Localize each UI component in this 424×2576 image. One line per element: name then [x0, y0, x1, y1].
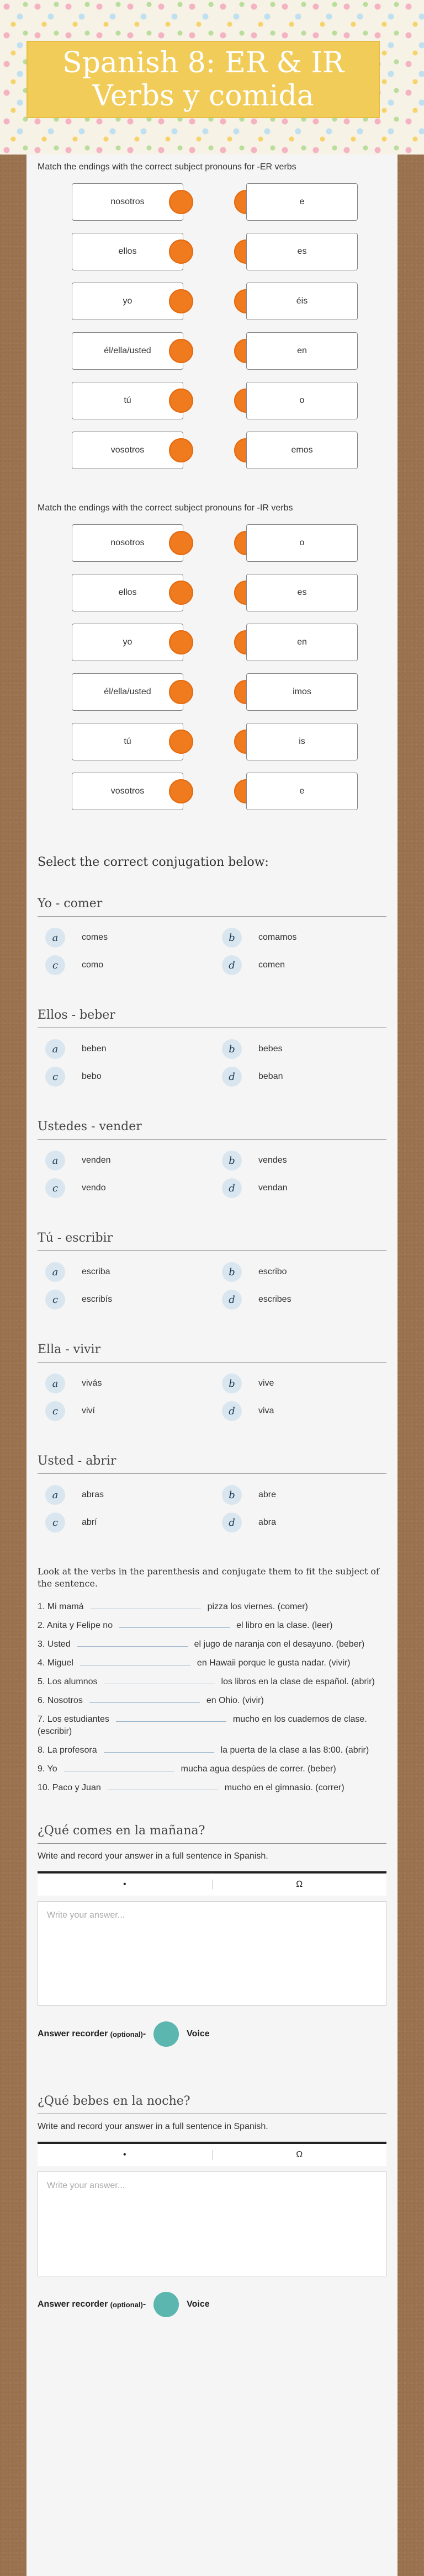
sentence-end: el libro en la clase. (leer) — [236, 1621, 333, 1630]
option-letter: d — [222, 955, 242, 975]
mc-option-b[interactable] — [222, 928, 388, 948]
sentence-start: 8. La profesora — [38, 1745, 97, 1755]
mc-option-b[interactable] — [222, 1485, 388, 1505]
mc-option-c[interactable] — [45, 1513, 222, 1532]
ir-left-dot[interactable] — [169, 630, 193, 654]
mc-question — [38, 1231, 386, 1310]
er-left-item[interactable]: vosotros — [72, 432, 183, 469]
editor-toolbar — [38, 2142, 386, 2166]
blank-input[interactable] — [91, 1601, 201, 1609]
sentence-start: 1. Mi mamá — [38, 1602, 84, 1611]
mc-option-d[interactable] — [222, 1290, 388, 1310]
header-banner — [0, 0, 424, 155]
option-letter: d — [222, 1513, 242, 1532]
answer-textarea[interactable]: Write your answer... — [38, 2171, 386, 2276]
ir-left-item[interactable]: ellos — [72, 574, 183, 611]
mc-option-d[interactable] — [222, 1401, 388, 1421]
option-letter: d — [222, 1401, 242, 1421]
ir-left-dot[interactable] — [169, 531, 193, 555]
er-left-item[interactable]: nosotros — [72, 183, 183, 221]
er-left-dot[interactable] — [169, 289, 193, 313]
option-letter: c — [45, 1178, 65, 1198]
blank-input[interactable] — [80, 1657, 190, 1665]
ir-left-dot[interactable] — [169, 581, 193, 605]
option-letter: c — [45, 1290, 65, 1310]
mc-question — [38, 897, 386, 975]
sentence-end: mucho en el gimnasio. (correr) — [224, 1783, 344, 1792]
option-text: abra — [258, 1518, 277, 1527]
recorder-dash: - — [142, 2300, 146, 2309]
ir-left-item[interactable]: yo — [72, 624, 183, 661]
sentence-end: en Hawaii porque le gusta nadar. (vivir) — [197, 1658, 351, 1668]
ir-right-item[interactable]: en — [246, 624, 358, 661]
option-text: abrí — [82, 1518, 97, 1527]
option-text: comamos — [258, 933, 297, 942]
er-left-dot[interactable] — [169, 438, 193, 462]
option-text: bebes — [258, 1044, 283, 1053]
open-question — [38, 2094, 386, 2317]
editor-toolbar — [38, 1871, 386, 1896]
mc-option-c[interactable] — [45, 1401, 222, 1421]
answer-recorder — [38, 2292, 386, 2317]
ir-left-dot[interactable] — [169, 680, 193, 704]
open-question-instruction: Write and record your answer in a full sentence in Spanish. — [38, 2122, 268, 2131]
er-left-dot[interactable] — [169, 339, 193, 363]
option-letter: b — [222, 1039, 242, 1059]
option-letter: a — [45, 1262, 65, 1282]
option-letter: b — [222, 1151, 242, 1170]
option-letter: c — [45, 1401, 65, 1421]
ir-right-item[interactable]: es — [246, 574, 358, 611]
sentence-start: 2. Anita y Felipe no — [38, 1621, 113, 1630]
mc-option-b[interactable] — [222, 1374, 388, 1393]
ir-left-item[interactable]: nosotros — [72, 524, 183, 562]
recorder-dash: - — [142, 2029, 146, 2039]
option-text: beben — [82, 1044, 107, 1053]
sentence-start: 10. Paco y Juan — [38, 1783, 101, 1792]
blank-input[interactable] — [116, 1713, 226, 1722]
option-text: beban — [258, 1072, 283, 1081]
option-text: viví — [82, 1406, 95, 1415]
conjugation-heading: Select the correct conjugation below: — [38, 855, 269, 869]
mc-option-b[interactable] — [222, 1262, 388, 1282]
blank-input[interactable] — [104, 1676, 215, 1684]
er-right-item[interactable]: en — [246, 332, 358, 370]
mc-question — [38, 1343, 386, 1421]
recorder-label: Answer recorder — [38, 2300, 108, 2309]
er-right-item[interactable]: e — [246, 183, 358, 221]
blank-input[interactable] — [77, 1638, 188, 1647]
open-question-instruction: Write and record your answer in a full sentence in Spanish. — [38, 1851, 268, 1861]
mc-question-title: Usted - abrir — [38, 1454, 386, 1474]
option-text: abre — [258, 1490, 277, 1499]
blank-input[interactable] — [108, 1782, 218, 1790]
sentence-end: mucha agua despúes de correr. (beber) — [181, 1764, 336, 1774]
option-letter: d — [222, 1290, 242, 1310]
sentence-end: mucho en los cuadernos de clase. (escribir) — [38, 1715, 367, 1736]
er-left-item[interactable]: ellos — [72, 233, 183, 270]
mc-option-c[interactable] — [45, 1290, 222, 1310]
recorder-optional: (optional) — [110, 2030, 143, 2039]
mc-option-a[interactable] — [45, 1151, 222, 1170]
option-text: comes — [82, 933, 108, 942]
option-letter: b — [222, 1374, 242, 1393]
option-letter: c — [45, 1513, 65, 1532]
ir-left-item[interactable]: vosotros — [72, 773, 183, 810]
mc-option-c[interactable] — [45, 1178, 222, 1198]
sentence-start: 7. Los estudiantes — [38, 1715, 109, 1724]
recorder-label: Answer recorder — [38, 2029, 108, 2039]
sentence-start: 5. Los alumnos — [38, 1677, 98, 1686]
special-characters-button[interactable]: Ω — [296, 2150, 303, 2159]
er-left-dot[interactable] — [169, 239, 193, 264]
option-text: venden — [82, 1156, 111, 1165]
mc-option-d[interactable] — [222, 955, 388, 975]
worksheet — [26, 155, 398, 2576]
er-right-item[interactable]: emos — [246, 432, 358, 469]
sentence-end: pizza los viernes. (comer) — [207, 1602, 308, 1611]
mc-option-c[interactable] — [45, 955, 222, 975]
option-text: como — [82, 960, 104, 970]
voice-label: Voice — [187, 2300, 210, 2309]
sentence-start: 6. Nosotros — [38, 1696, 83, 1705]
mc-option-c[interactable] — [45, 1067, 222, 1087]
mc-option-d[interactable] — [222, 1067, 388, 1087]
ir-match — [38, 524, 386, 822]
mc-option-a[interactable] — [45, 1374, 222, 1393]
option-letter: b — [222, 1262, 242, 1282]
open-question-title: ¿Qué bebes en la noche? — [38, 2094, 386, 2114]
er-left-item[interactable]: tú — [72, 382, 183, 419]
mc-option-a[interactable] — [45, 1485, 222, 1505]
ir-left-item[interactable]: él/ella/usted — [72, 673, 183, 711]
sentence-start: 4. Miguel — [38, 1658, 73, 1668]
mc-option-d[interactable] — [222, 1178, 388, 1198]
bullet-list-button[interactable]: • — [38, 2150, 213, 2160]
option-letter: c — [45, 1067, 65, 1087]
er-left-dot[interactable] — [169, 388, 193, 413]
bullet-list-button[interactable]: • — [38, 1880, 213, 1890]
sentence-end: los libros en la clase de español. (abrir) — [221, 1677, 375, 1686]
open-question — [38, 1824, 386, 2047]
record-voice-button[interactable] — [153, 2292, 179, 2317]
page-title: Spanish 8: ER & IR Verbs y comida — [62, 46, 344, 113]
option-text: viva — [258, 1406, 274, 1415]
option-letter: a — [45, 1485, 65, 1505]
mc-question — [38, 1008, 386, 1087]
answer-recorder — [38, 2021, 386, 2047]
er-left-item[interactable]: él/ella/usted — [72, 332, 183, 370]
option-letter: a — [45, 928, 65, 948]
mc-option-a[interactable] — [45, 1262, 222, 1282]
special-characters-button[interactable]: Ω — [296, 1880, 303, 1889]
mc-option-b[interactable] — [222, 1039, 388, 1059]
mc-question-title: Tú - escribir — [38, 1231, 386, 1251]
option-letter: a — [45, 1151, 65, 1170]
mc-question-title: Ustedes - vender — [38, 1120, 386, 1140]
mc-option-d[interactable] — [222, 1513, 388, 1532]
ir-right-item[interactable]: is — [246, 723, 358, 760]
answer-textarea[interactable]: Write your answer... — [38, 1901, 386, 2006]
option-text: vendan — [258, 1183, 288, 1193]
fill-in-section — [38, 1566, 386, 1794]
option-text: escribes — [258, 1295, 292, 1304]
ir-right-item[interactable]: imos — [246, 673, 358, 711]
er-left-dot[interactable] — [169, 190, 193, 214]
mc-question — [38, 1454, 386, 1532]
option-letter: c — [45, 955, 65, 975]
sentence-end: el jugo de naranja con el desayuno. (beber) — [194, 1640, 365, 1649]
blank-input[interactable] — [104, 1744, 214, 1753]
option-text: vive — [258, 1379, 274, 1388]
blank-input[interactable] — [119, 1620, 230, 1628]
er-match-instruction: Match the endings with the correct subject pronouns for -ER verbs — [38, 162, 296, 172]
er-left-item[interactable]: yo — [72, 283, 183, 320]
ir-match-instruction: Match the endings with the correct subject pronouns for -IR verbs — [38, 503, 293, 513]
mc-question-title: Ellos - beber — [38, 1008, 386, 1028]
mc-option-a[interactable] — [45, 1039, 222, 1059]
option-text: escribo — [258, 1267, 287, 1276]
ir-right-item[interactable]: o — [246, 524, 358, 562]
option-letter: b — [222, 928, 242, 948]
option-text: vendo — [82, 1183, 106, 1193]
ir-left-dot[interactable] — [169, 730, 193, 754]
er-right-item[interactable]: éis — [246, 283, 358, 320]
mc-question-title: Yo - comer — [38, 897, 386, 917]
sentence-start: 3. Usted — [38, 1640, 71, 1649]
open-question-title: ¿Qué comes en la mañana? — [38, 1824, 386, 1844]
option-text: vivás — [82, 1379, 102, 1388]
er-right-item[interactable]: es — [246, 233, 358, 270]
er-right-item[interactable]: o — [246, 382, 358, 419]
title-box — [26, 41, 380, 118]
option-text: escriba — [82, 1267, 110, 1276]
sentence-end: la puerta de la clase a las 8:00. (abrir) — [220, 1745, 369, 1755]
ir-left-dot[interactable] — [169, 779, 193, 803]
mc-option-a[interactable] — [45, 928, 222, 948]
ir-right-item[interactable]: e — [246, 773, 358, 810]
option-text: escribís — [82, 1295, 113, 1304]
ir-left-item[interactable]: tú — [72, 723, 183, 760]
mc-option-b[interactable] — [222, 1151, 388, 1170]
sentence-start: 9. Yo — [38, 1764, 57, 1774]
option-letter: d — [222, 1178, 242, 1198]
er-match — [38, 183, 386, 481]
record-voice-button[interactable] — [153, 2021, 179, 2047]
mc-question — [38, 1120, 386, 1198]
option-letter: a — [45, 1374, 65, 1393]
voice-label: Voice — [187, 2029, 210, 2039]
blank-input[interactable] — [64, 1763, 174, 1771]
option-text: abras — [82, 1490, 104, 1499]
option-text: comen — [258, 960, 285, 970]
recorder-optional: (optional) — [110, 2300, 143, 2309]
option-letter: a — [45, 1039, 65, 1059]
blank-input[interactable] — [89, 1695, 200, 1703]
option-text: vendes — [258, 1156, 287, 1165]
fill-heading: Look at the verbs in the parenthesis and conjugate them to fit the subject of the sentence. — [38, 1566, 379, 1589]
option-letter: b — [222, 1485, 242, 1505]
sentence-end: en Ohio. (vivir) — [206, 1696, 264, 1705]
mc-question-title: Ella - vivir — [38, 1343, 386, 1362]
option-text: bebo — [82, 1072, 102, 1081]
option-letter: d — [222, 1067, 242, 1087]
